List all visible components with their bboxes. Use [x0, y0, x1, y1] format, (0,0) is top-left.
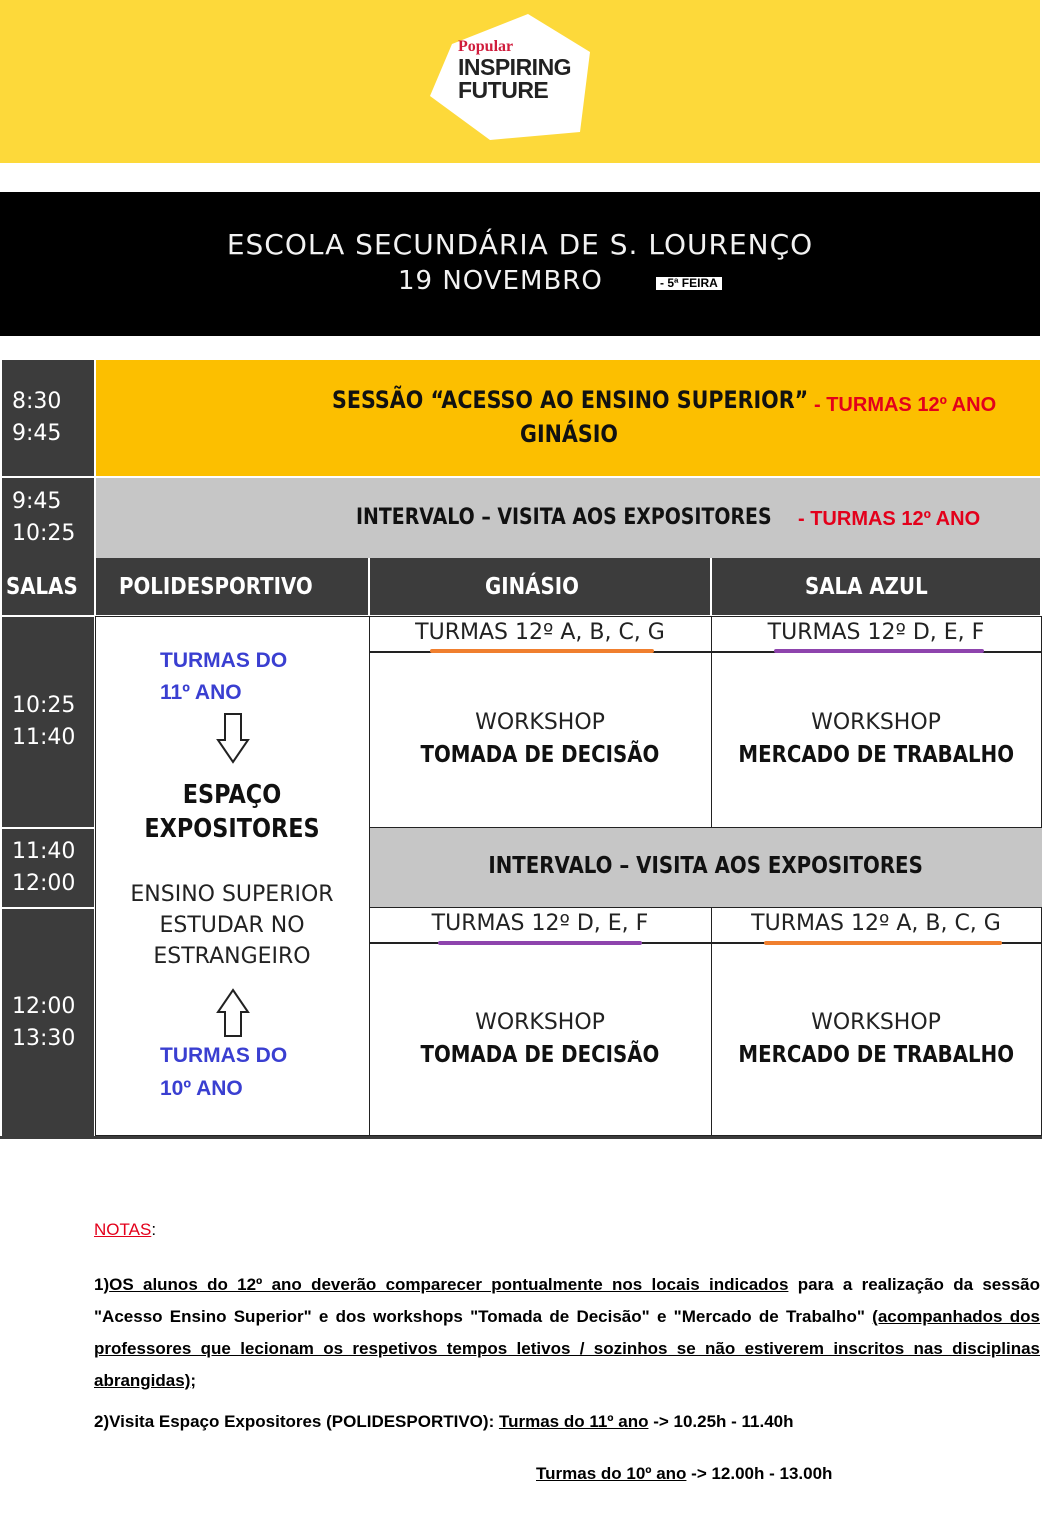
- poli-10-line2: 10º ANO: [160, 1077, 243, 1100]
- header-ginasio: GINÁSIO: [485, 573, 580, 600]
- slot1-ginasio-turmas: TURMAS 12º A, B, C, G: [415, 620, 665, 645]
- poli-expositores: EXPOSITORES: [144, 814, 320, 844]
- event-date: 19 NOVEMBRO: [398, 266, 603, 296]
- time-end: 10:25: [12, 521, 76, 546]
- note-3: Turmas do 10º ano -> 12.00h - 13.00h: [536, 1464, 833, 1483]
- header-sala-azul: SALA AZUL: [804, 573, 928, 600]
- logo-line1: INSPIRING: [458, 54, 572, 80]
- slot1-azul-title-wrap: [712, 742, 1040, 768]
- poli-sub1: ENSINO SUPERIOR: [130, 882, 334, 907]
- slot1-azul-turmas: TURMAS 12º D, E, F: [767, 620, 985, 645]
- logo-line2: FUTURE: [458, 77, 549, 103]
- time-slot2: [2, 829, 94, 907]
- slot3-ginasio-title-wrap: [370, 1042, 710, 1068]
- poli-espaco: ESPAÇO: [182, 780, 282, 810]
- slot3-ginasio-turmas: TURMAS 12º D, E, F: [431, 911, 649, 936]
- slot1-azul-title: MERCADO DE TRABALHO: [738, 742, 1014, 768]
- school-name: ESCOLA SECUNDÁRIA DE S. LOURENÇO: [226, 228, 814, 261]
- slot1-ginasio-workshop: WORKSHOP: [475, 710, 605, 735]
- inspiring-future-logo: [430, 14, 592, 140]
- underline-purple: [438, 941, 642, 945]
- poli-11-line1: TURMAS DO: [160, 649, 288, 672]
- underline-purple: [774, 649, 984, 653]
- slot3-azul-workshop: WORKSHOP: [811, 1010, 941, 1035]
- time-start: 12:00: [12, 993, 76, 1019]
- time-slot1: [2, 617, 94, 827]
- slot3-azul-title-wrap: [712, 1042, 1040, 1068]
- event-weekday: - 5ª FEIRA: [656, 277, 722, 290]
- time-end: 13:30: [12, 1025, 76, 1051]
- poli-10-line1: TURMAS DO: [160, 1044, 288, 1067]
- header-polidesportivo: POLIDESPORTIVO: [119, 573, 314, 600]
- slot2-title-wrap: [370, 853, 1042, 879]
- slot3-ginasio-workshop: WORKSHOP: [475, 1010, 605, 1035]
- time-start: 9:45: [12, 489, 62, 514]
- poli-11-line2: 11º ANO: [160, 681, 242, 704]
- table-bottom-border: [0, 1136, 1042, 1139]
- session-row: [96, 360, 1040, 476]
- poli-sub2: ESTUDAR NO: [159, 913, 305, 938]
- slot1-ginasio-title: TOMADA DE DECISÃO: [420, 742, 660, 768]
- slot3-azul-title: MERCADO DE TRABALHO: [738, 1042, 1014, 1068]
- underline-orange: [430, 649, 654, 653]
- arrow-down-icon: [216, 712, 250, 764]
- poli-sub3: ESTRANGEIRO: [153, 944, 311, 969]
- header-salas: SALAS: [6, 573, 79, 600]
- time-start: 8:30: [12, 389, 62, 414]
- session-title: SESSÃO “ACESSO AO ENSINO SUPERIOR”: [332, 386, 809, 414]
- break-title: INTERVALO – VISITA AOS EXPOSITORES: [356, 505, 772, 530]
- time-slot3: [2, 909, 94, 1136]
- note-2: 2)Visita Espaço Expositores (POLIDESPORTIVO): Turmas do 11º ano -> 10.25h - 11.40h: [94, 1412, 794, 1431]
- slot2-title: INTERVALO – VISITA AOS EXPOSITORES: [488, 853, 924, 879]
- time-end: 9:45: [12, 421, 62, 446]
- session-place: GINÁSIO: [520, 420, 618, 448]
- time-start: 10:25: [12, 693, 76, 718]
- break-audience: - TURMAS 12º ANO: [798, 508, 981, 530]
- time-end: 12:00: [12, 871, 76, 896]
- title-banner: [0, 192, 1040, 336]
- slot3-ginasio-title: TOMADA DE DECISÃO: [420, 1042, 660, 1068]
- notes-heading: NOTAS:: [94, 1220, 157, 1239]
- time-row2: [2, 478, 94, 558]
- slot1-azul-workshop: WORKSHOP: [811, 710, 941, 735]
- time-end: 11:40: [12, 725, 76, 750]
- note-1: 1)OS alunos do 12º ano deverão comparecer pontualmente nos locais indicados para a realização da sessão "Acesso Ensino Superior" e dos workshops "Tomada de Decisão" e "Mercado de Trabalho" (acompanhados dos professores que lecionam os respetivos tempos letivos / sozinhos se não estiverem inscritos nas disciplinas abrangidas);: [94, 1275, 1040, 1390]
- slot1-ginasio-title-wrap: [370, 742, 710, 768]
- slot3-azul-turmas: TURMAS 12º A, B, C, G: [751, 911, 1001, 936]
- logo-brand: Popular: [458, 38, 514, 55]
- arrow-up-icon: [216, 988, 250, 1038]
- time-row1: [2, 360, 94, 476]
- underline-orange: [764, 941, 1002, 945]
- session-audience: - TURMAS 12º ANO: [814, 394, 997, 416]
- time-start: 11:40: [12, 839, 76, 864]
